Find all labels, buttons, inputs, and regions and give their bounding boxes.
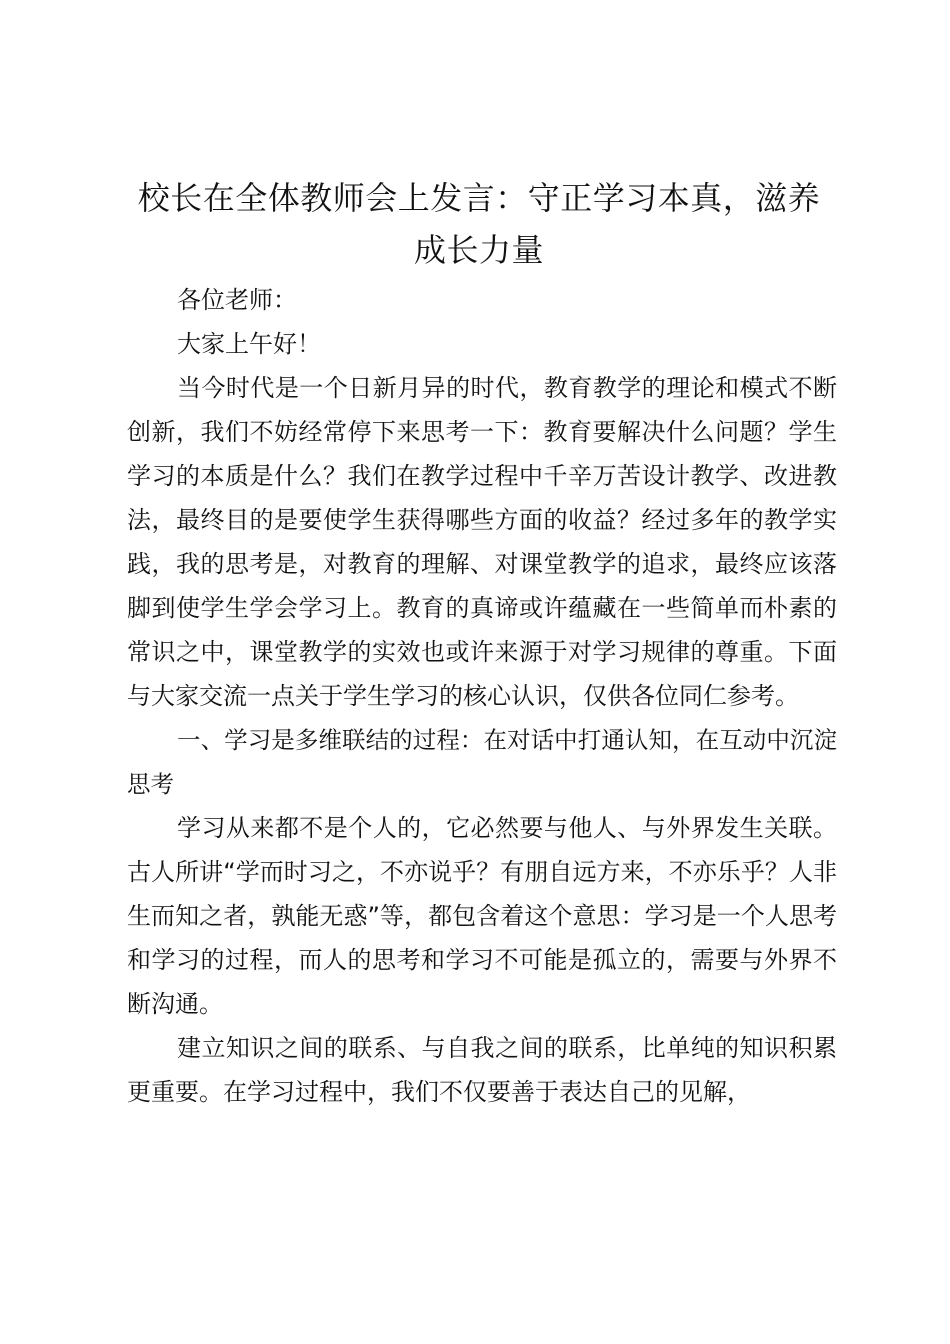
document-title: 校长在全体教师会上发言：守正学习本真，滋养成长力量: [137, 179, 821, 269]
section-heading-1: 一、学习是多维联结的过程：在对话中打通认知，在互动中沉淀思考: [127, 726, 837, 798]
document-body: [127, 278, 837, 1114]
paragraph-section-1: 学习从来都不是个人的，它必然要与他人、与外界发生关联。古人所讲“学而时习之，不亦说乎？有朋自远方来，不亦乐乎？人非生而知之者，孰能无惑”等，都包含着这个意思：学习是一个人思考和学习的过程，而人的思考和学习不可能是孤立的，需要与外界不断沟通。: [127, 814, 837, 1018]
salutation: 各位老师：: [177, 286, 297, 314]
paragraph-section-1-cont: 建立知识之间的联系、与自我之间的联系，比单纯的知识积累更重要。在学习过程中，我们不仅要善于表达自己的见解，: [127, 1034, 837, 1106]
greeting: 大家上午好！: [177, 330, 321, 358]
paragraph-intro: 当今时代是一个日新月异的时代，教育教学的理论和模式不断创新，我们不妨经常停下来思考一下：教育要解决什么问题？学生学习的本质是什么？我们在教学过程中千辛万苦设计教学、改进教法，最终目的是要使学生获得哪些方面的收益？经过多年的教学实践，我的思考是，对教育的理解、对课堂教学的追求，最终应该落脚到使学生学会学习上。教育的真谛或许蕴藏在一些简单而朴素的常识之中，课堂教学的实效也或许来源于对学习规律的尊重。下面与大家交流一点关于学生学习的核心认识，仅供各位同仁参考。: [127, 374, 837, 710]
